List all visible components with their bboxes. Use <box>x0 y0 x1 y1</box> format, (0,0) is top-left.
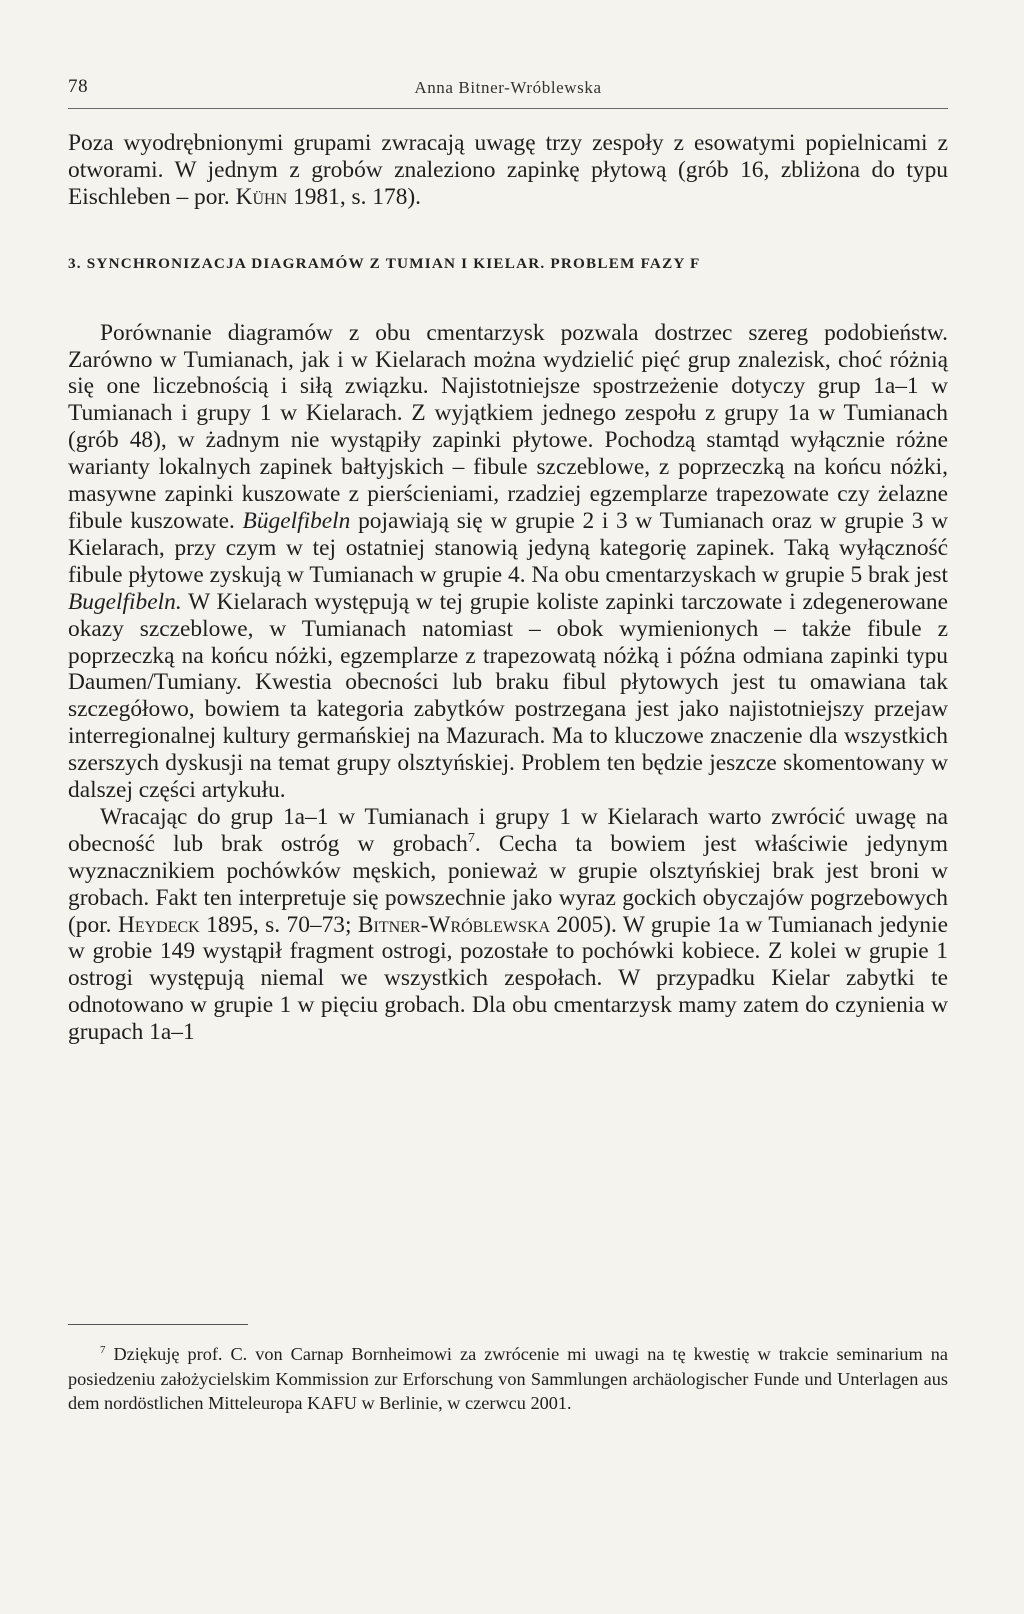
footnote <box>68 1342 948 1416</box>
footnote-divider <box>68 1324 248 1325</box>
paragraph-2-text-b: pojawiają się w grupie 2 i 3 w Tumianach oraz w grupie 3 w Kielarach, przy czym w tej ostatniej stanowią jedyną kategorię zapinek. Taką wyłączność fibule płytowe zyskują w Tumianach w grupie 4. Na obu cmentarzyskach w grupie 5 brak jest <box>68 507 948 588</box>
paragraph-2 <box>68 320 948 804</box>
body-text <box>68 130 948 1046</box>
paragraph-2-text-a: Porównanie diagramów z obu cmentarzysk pozwala dostrzec szereg podobieństw. Zarówno w Tumianach, jak i w Kielarach można wydzielić pięć grup znalezisk, choć różnią się one liczebnością i siłą związku. Najistotniejsze spostrzeżenie dotyczy grup 1a–1 w Tumianach i grupy 1 w Kielarach. Z wyjątkiem jednego zespołu z grupy 1a w Tumianach (grób 48), w żadnym nie wystąpiły zapinki płytowe. Pochodzą stamtąd wyłącznie różne warianty lokalnych zapinek bałtyjskich – fibule szczeblowe, z poprzeczką na końcu nóżki, masywne zapinki kuszowate z pierścieniami, rzadziej egzemplarze trapezowate czy żelazne fibule kuszowate. <box>68 319 948 534</box>
paragraph-1-end: 1981, s. 178). <box>293 183 422 210</box>
paragraph-1 <box>68 130 948 211</box>
running-head-author: Anna Bitner-Wróblewska <box>414 78 602 97</box>
term-bugelfibeln-1: Bügelfibeln <box>242 507 351 534</box>
page-number: 78 <box>68 76 89 97</box>
paragraph-3-text-c: 1895, s. 70–73; <box>206 911 352 938</box>
footnote-text: Dziękuję prof. C. von Carnap Bornheimowi za zwrócenie mi uwagi na tę kwestię w trakcie seminarium na posiedzeniu założycielskim Kommission zur Erforschung von Sammlungen archäologischer Funde und Unterlagen aus dem nordöstlichen Mitteleuropa KAFU w Berlinie, w czerwcu 2001. <box>68 1344 948 1414</box>
citation-kuhn: Kühn <box>235 183 288 210</box>
running-head <box>68 76 948 109</box>
section-heading: 3. SYNCHRONIZACJA DIAGRAMÓW Z TUMIAN I KIELAR. PROBLEM FAZY F <box>68 254 701 272</box>
paragraph-3-text-b: . Cecha ta bowiem jest właściwie jedynym wyznacznikiem pochówków męskich, ponieważ w grupie olsztyńskiej brak jest broni w grobach. Fakt ten interpretuje się powszechnie jako wyraz gockich obyczajów pogrzebowych (por. <box>68 830 949 938</box>
paragraph-3-text-d: 2005). W grupie 1a w Tumianach jedynie w grobie 149 wystąpił fragment ostrogi, pozostałe to pochówki kobiece. Z kolei w grupie 1 ostrogi występują niemal we wszystkich zespołach. W przypadku Kielar zabytki te odnotowano w grupie 1 w pięciu grobach. Dla obu cmentarzysk mamy zatem do czynienia w grupach 1a–1 <box>68 911 948 1046</box>
footnote-number: 7 <box>100 1343 106 1356</box>
paragraph-3-text-a: Wracając do grup 1a–1 w Tumianach i grupy 1 w Kielarach warto zwrócić uwagę na obecność lub brak ostróg w grobach <box>68 803 948 857</box>
paragraph-2-text-c: W Kielarach występują w tej grupie koliste zapinki tarczowate i zdegenerowane okazy szczeblowe, w Tumianach natomiast – obok wymienionych – także fibule z poprzeczką na końcu nóżki, egzemplarze z trapezowatą nóżką i późna odmiana zapinki typu Daumen/Tumiany. Kwestia obecności lub braku fibul płytowych jest tu omawiana tak szczegółowo, bowiem ta kategoria zabytków postrzegana jest jako najistotniejszy przejaw interregionalnej kultury germańskiej na Mazurach. Ma to kluczowe znaczenie dla wszystkich szerszych dyskusji na temat grupy olsztyńskiej. Problem ten będzie jeszcze skomentowany w dalszej części artykułu. <box>68 588 948 804</box>
footnote-paragraph <box>68 1342 948 1416</box>
footnote-reference[interactable]: 7 <box>467 830 475 847</box>
citation-heydeck: Heydeck <box>117 911 200 938</box>
citation-bitner-wroblewska: Bitner-Wróblewska <box>357 911 551 938</box>
paragraph-1-text: Poza wyodrębnionymi grupami zwracają uwagę trzy zespoły z esowatymi popielnicami z otworami. W jednym z grobów znaleziono zapinkę płytową (grób 16, zbliżona do typu Eischleben – por. <box>68 130 948 210</box>
book-page <box>68 0 948 1614</box>
paragraph-3 <box>68 804 948 1046</box>
term-bugelfibeln-2: Bugelfibeln. <box>68 588 182 615</box>
